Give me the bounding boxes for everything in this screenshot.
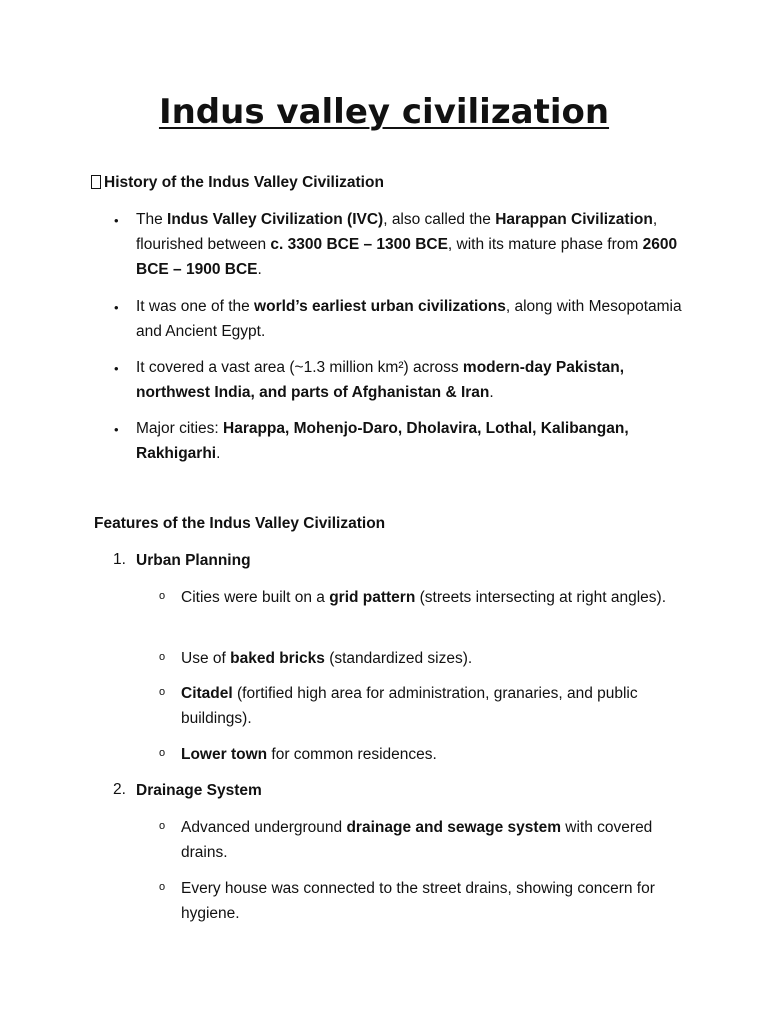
sub-bullet-marker: o — [159, 881, 166, 893]
feature-urban-planning: Urban Planning — [136, 552, 251, 569]
urban-planning-point-2: Use of baked bricks (standardized sizes). — [181, 650, 473, 667]
sub-bullet-marker: o — [159, 651, 166, 663]
list-number: 2. — [113, 781, 126, 798]
document-title: Indus valley civilization — [158, 92, 610, 132]
list-number: 1. — [113, 551, 126, 568]
urban-planning-point-4: Lower town for common residences. — [181, 746, 437, 763]
bullet-marker: • — [114, 361, 119, 376]
drainage-point-1: Advanced underground drainage and sewage system with covered drains. — [181, 819, 653, 861]
features-heading: Features of the Indus Valley Civilization — [94, 515, 386, 532]
drainage-point-2: Every house was connected to the street drains, showing concern for hygiene. — [181, 880, 655, 922]
sub-bullet-marker: o — [159, 686, 166, 698]
bullet-marker: • — [114, 422, 119, 437]
sub-bullet-marker: o — [159, 590, 166, 602]
history-bullet-4: Major cities: Harappa, Mohenjo-Daro, Dholavira, Lothal, Kalibangan, Rakhigarhi. — [136, 420, 629, 462]
bullet-marker: • — [114, 213, 119, 228]
sub-bullet-marker: o — [159, 820, 166, 832]
urban-planning-point-1: Cities were built on a grid pattern (streets intersecting at right angles). — [181, 589, 667, 606]
history-bullet-3: It covered a vast area (~1.3 million km²) across modern-day Pakistan, northwest India, and parts of Afghanistan & Iran. — [136, 359, 624, 401]
urban-planning-point-3: Citadel (fortified high area for administration, granaries, and public buildings). — [181, 685, 638, 727]
bullet-marker: • — [114, 300, 119, 315]
history-bullet-1: The Indus Valley Civilization (IVC), also called the Harappan Civilization, flourished between c. 3300 BCE – 1300 BCE, with its mature phase from 2600 BCE – 1900 BCE. — [136, 211, 678, 278]
sub-bullet-marker: o — [159, 747, 166, 759]
missing-glyph-icon — [91, 175, 101, 189]
history-bullet-2: It was one of the world’s earliest urban civilizations, along with Mesopotamia and Ancient Egypt. — [136, 298, 682, 340]
feature-drainage-system: Drainage System — [136, 782, 262, 799]
history-heading: History of the Indus Valley Civilization — [91, 174, 384, 192]
